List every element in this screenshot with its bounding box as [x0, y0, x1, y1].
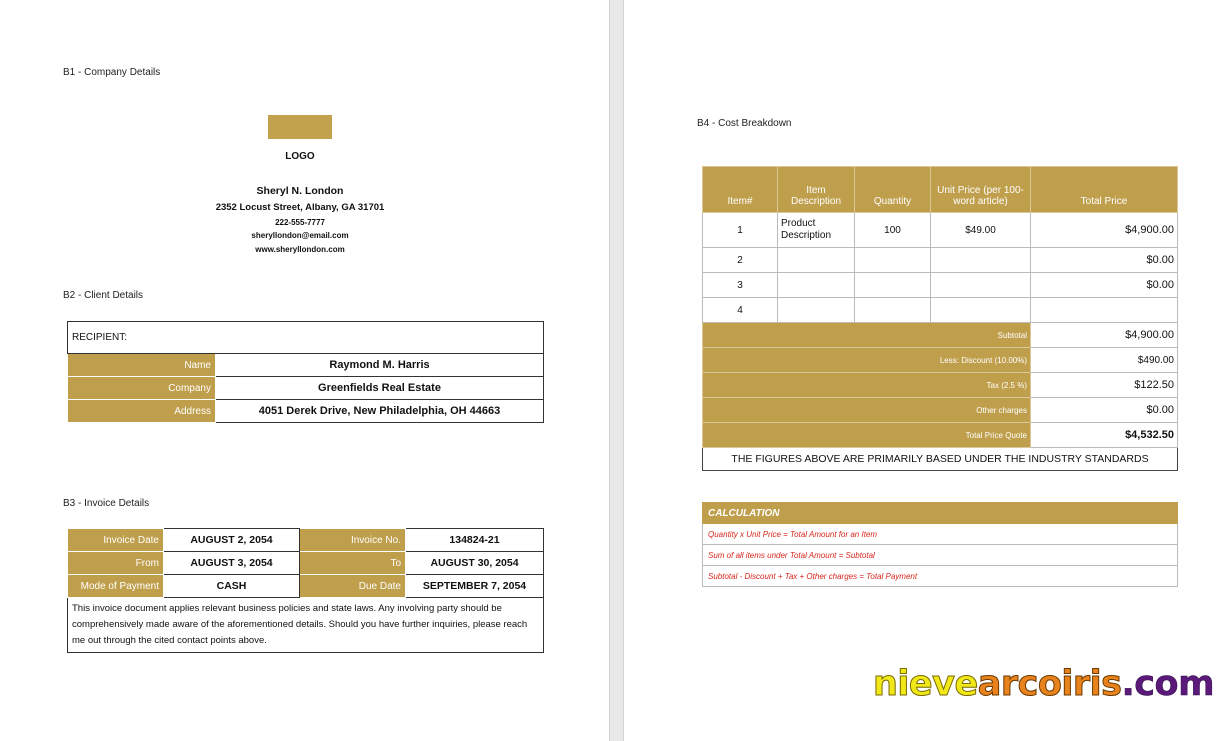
watermark-part: .com — [1121, 664, 1215, 704]
payment-mode-label: Mode of Payment — [68, 575, 164, 598]
tax-value: $122.50 — [1031, 373, 1178, 398]
table-row — [703, 273, 1178, 298]
item-quantity — [855, 298, 931, 323]
item-unit-price — [931, 273, 1031, 298]
calculation-table — [702, 502, 1178, 587]
section-title-client: B2 - Client Details — [63, 290, 144, 301]
table-row — [703, 298, 1178, 323]
discount-label: Less: Discount (10.00%) — [703, 348, 1031, 373]
invoice-details-table — [67, 528, 544, 653]
col-header-quantity: Quantity — [855, 167, 931, 213]
footer-row — [703, 448, 1178, 471]
item-number: 1 — [703, 213, 778, 248]
client-name-label: Name — [68, 354, 216, 377]
item-unit-price — [931, 298, 1031, 323]
client-address-value: 4051 Derek Drive, New Philadelphia, OH 44663 — [216, 400, 544, 423]
table-row — [68, 322, 544, 354]
item-number: 3 — [703, 273, 778, 298]
due-date-value: SEPTEMBER 7, 2054 — [406, 575, 544, 598]
summary-row — [703, 398, 1178, 423]
watermark-part: arcoiris — [977, 664, 1122, 704]
table-row — [68, 575, 544, 598]
summary-row — [703, 373, 1178, 398]
company-email: sheryllondon@email.com — [251, 231, 349, 240]
other-charges-value: $0.00 — [1031, 398, 1178, 423]
logo-text: LOGO — [285, 151, 315, 162]
item-number: 2 — [703, 248, 778, 273]
tax-label: Tax (2.5 %) — [703, 373, 1031, 398]
item-unit-price — [931, 248, 1031, 273]
section-title-company: B1 - Company Details — [63, 67, 161, 78]
col-header-total: Total Price — [1031, 167, 1178, 213]
company-address: 2352 Locust Street, Albany, GA 31701 — [215, 202, 385, 213]
to-value: AUGUST 30, 2054 — [406, 552, 544, 575]
item-unit-price: $49.00 — [931, 213, 1031, 248]
item-quantity: 100 — [855, 213, 931, 248]
item-quantity — [855, 273, 931, 298]
summary-row — [703, 348, 1178, 373]
due-date-label: Due Date — [300, 575, 406, 598]
table-row — [703, 503, 1178, 524]
industry-standards-note: THE FIGURES ABOVE ARE PRIMARILY BASED UNDER THE INDUSTRY STANDARDS — [703, 448, 1178, 471]
invoice-note: This invoice document applies relevant business policies and state laws. Any involving party should be comprehensively made aware of the aforementioned details. Should you have further inquiries, please reach me out through the cited contact points above. — [68, 598, 544, 653]
watermark-logo — [873, 664, 1214, 704]
total-quote-value: $4,532.50 — [1031, 423, 1178, 448]
table-row — [703, 545, 1178, 566]
item-description: Product Description — [778, 213, 855, 248]
client-company-value: Greenfields Real Estate — [216, 377, 544, 400]
page-gutter — [609, 0, 624, 741]
table-row — [68, 552, 544, 575]
summary-row — [703, 323, 1178, 348]
client-company-label: Company — [68, 377, 216, 400]
invoice-date-label: Invoice Date — [68, 529, 164, 552]
invoice-no-label: Invoice No. — [300, 529, 406, 552]
client-name-value: Raymond M. Harris — [216, 354, 544, 377]
calculation-line: Subtotal - Discount + Tax + Other charges = Total Payment — [703, 566, 1178, 587]
company-website: www.sheryllondon.com — [255, 245, 345, 254]
from-value: AUGUST 3, 2054 — [164, 552, 300, 575]
table-row — [703, 566, 1178, 587]
logo-placeholder — [268, 115, 332, 139]
item-total: $0.00 — [1031, 248, 1178, 273]
item-quantity — [855, 248, 931, 273]
subtotal-value: $4,900.00 — [1031, 323, 1178, 348]
table-header-row — [703, 167, 1178, 213]
total-quote-label: Total Price Quote — [703, 423, 1031, 448]
table-row — [68, 598, 544, 653]
calculation-title: CALCULATION — [703, 503, 1178, 524]
table-row — [703, 213, 1178, 248]
payment-mode-value: CASH — [164, 575, 300, 598]
summary-row — [703, 423, 1178, 448]
company-phone: 222-555-7777 — [275, 218, 325, 227]
section-title-cost: B4 - Cost Breakdown — [697, 118, 792, 129]
client-details-table — [67, 321, 544, 423]
col-header-unit-price: Unit Price (per 100-word article) — [931, 167, 1031, 213]
watermark-part: nieve — [873, 664, 978, 704]
table-row — [703, 248, 1178, 273]
item-total: $0.00 — [1031, 273, 1178, 298]
invoice-date-value: AUGUST 2, 2054 — [164, 529, 300, 552]
table-row — [68, 529, 544, 552]
section-title-invoice: B3 - Invoice Details — [63, 498, 150, 509]
calculation-line: Sum of all items under Total Amount = Subtotal — [703, 545, 1178, 566]
discount-value: $490.00 — [1031, 348, 1178, 373]
client-address-label: Address — [68, 400, 216, 423]
table-row — [703, 524, 1178, 545]
col-header-description: Item Description — [778, 167, 855, 213]
calculation-line: Quantity x Unit Price = Total Amount for an Item — [703, 524, 1178, 545]
other-charges-label: Other charges — [703, 398, 1031, 423]
table-row — [68, 377, 544, 400]
invoice-no-value: 134824-21 — [406, 529, 544, 552]
from-label: From — [68, 552, 164, 575]
item-total — [1031, 298, 1178, 323]
table-row — [68, 354, 544, 377]
item-description — [778, 248, 855, 273]
item-description — [778, 273, 855, 298]
item-total: $4,900.00 — [1031, 213, 1178, 248]
to-label: To — [300, 552, 406, 575]
item-description — [778, 298, 855, 323]
cost-breakdown-table — [702, 166, 1178, 471]
company-name: Sheryl N. London — [256, 185, 344, 197]
recipient-label: RECIPIENT: — [68, 322, 544, 354]
subtotal-label: Subtotal — [703, 323, 1031, 348]
col-header-item: Item# — [703, 167, 778, 213]
table-row — [68, 400, 544, 423]
item-number: 4 — [703, 298, 778, 323]
left-page — [0, 0, 609, 741]
